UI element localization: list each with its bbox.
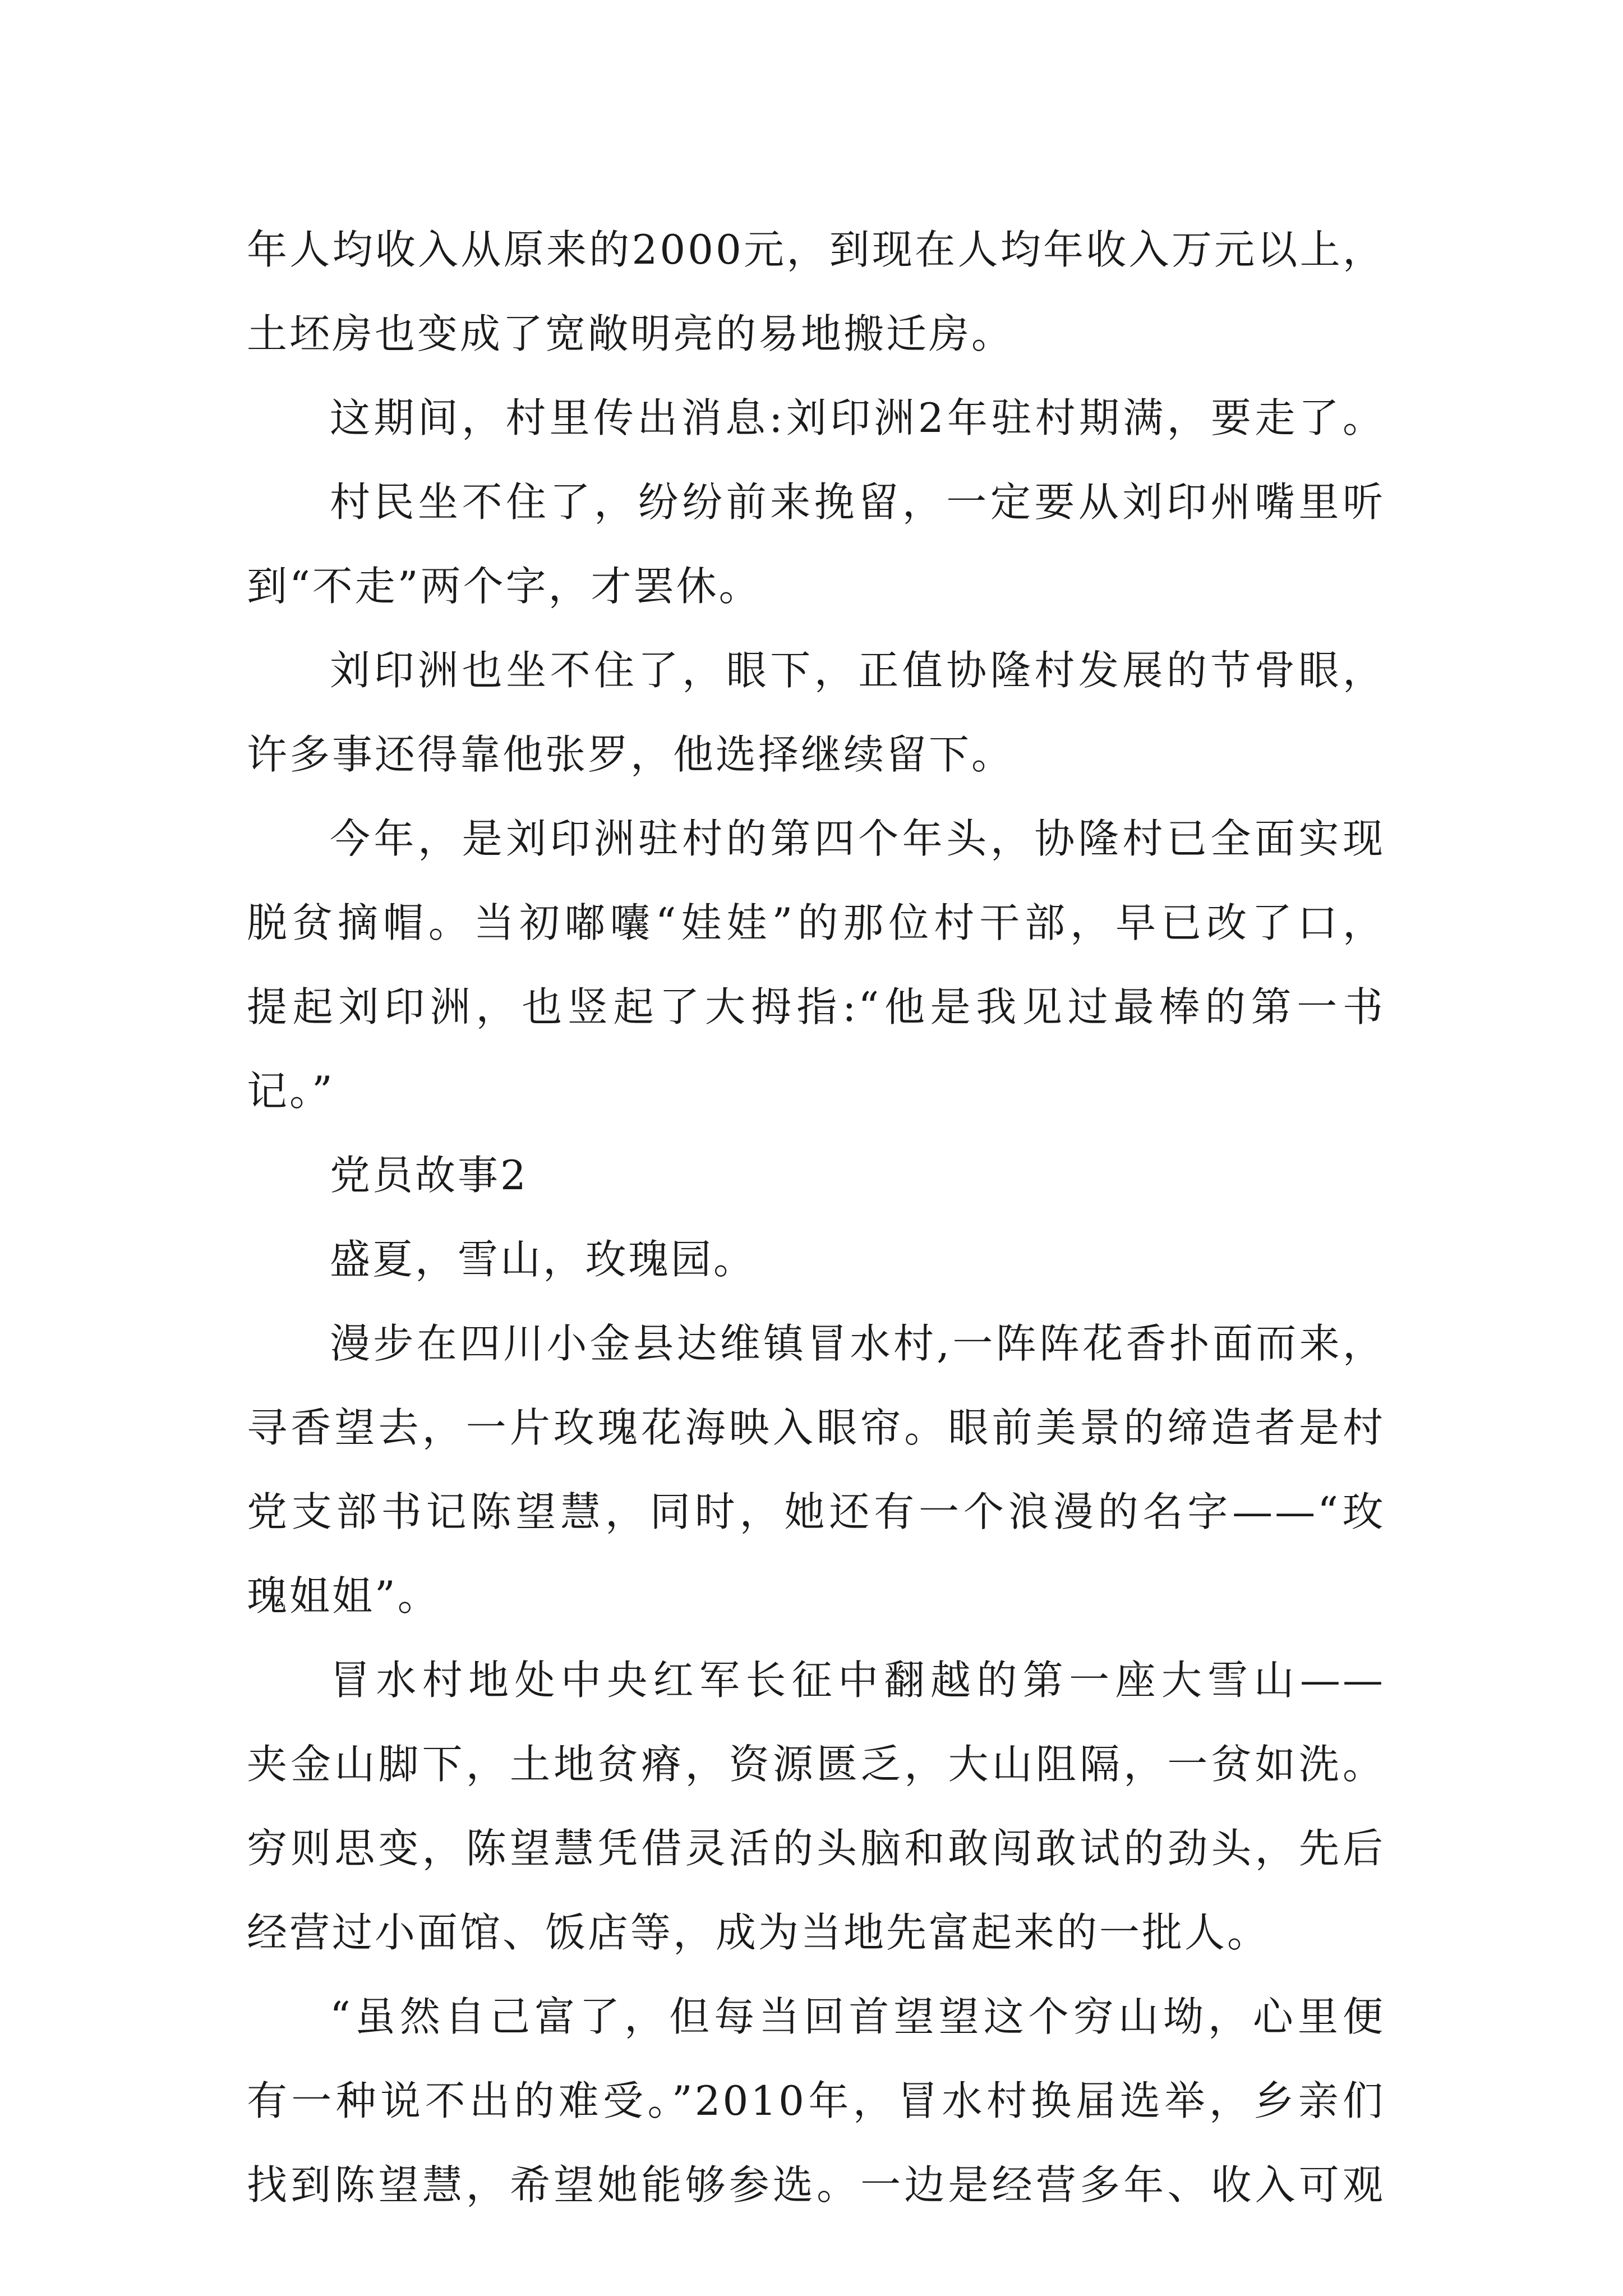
text-line: 许多事还得靠他张罗，他选择继续留下。 [247,731,1015,778]
text-line: 这期间，村里传出消息:刘印洲2年驻村期满，要走了。 [330,394,1385,441]
document-body [247,208,1385,2227]
text-line: 脱贫摘帽。当初嘟囔“娃娃”的那位村干部，早已改了口， [247,899,1385,946]
text-line: 盛夏，雪山，玫瑰园。 [330,1236,757,1283]
text-line: 提起刘印洲，也竖起了大拇指:“他是我见过最棒的第一书 [247,983,1385,1030]
text-line: 年人均收入从原来的2000元，到现在人均年收入万元以上， [247,226,1385,273]
text-line: 刘印洲也坐不住了，眼下，正值协隆村发展的节骨眼， [330,647,1385,694]
text-line: 党支部书记陈望慧，同时，她还有一个浪漫的名字——“玫 [247,1488,1385,1535]
text-line: 记。” [247,1068,335,1115]
text-line: 冒水村地处中央红军长征中翻越的第一座大雪山—— [330,1657,1385,1704]
text-line: 寻香望去，一片玫瑰花海映入眼帘。眼前美景的缔造者是村 [247,1404,1385,1451]
text-line: 瑰姐姐”。 [247,1572,440,1619]
text-line: 有一种说不出的难受。”2010年，冒水村换届选举，乡亲们 [247,2077,1385,2124]
text-line: 村民坐不住了，纷纷前来挽留，一定要从刘印州嘴里听 [330,478,1385,526]
text-line: 找到陈望慧，希望她能够参选。一边是经营多年、收入可观 [247,2161,1385,2208]
section-heading: 党员故事2 [330,1152,528,1199]
text-line: “虽然自己富了，但每当回首望望这个穷山坳，心里便 [330,1993,1385,2040]
text-line: 到“不走”两个字，才罢休。 [247,563,762,610]
text-line: 漫步在四川小金县达维镇冒水村,一阵阵花香扑面而来， [330,1320,1385,1367]
text-line: 土坯房也变成了宽敞明亮的易地搬迁房。 [247,310,1015,357]
text-line: 今年，是刘印洲驻村的第四个年头，协隆村已全面实现 [330,815,1385,862]
text-line: 穷则思变，陈望慧凭借灵活的头脑和敢闯敢试的劲头，先后 [247,1825,1385,1872]
text-line: 夹金山脚下，土地贫瘠，资源匮乏，大山阻隔，一贫如洗。 [247,1741,1385,1788]
text-line: 经营过小面馆、饭店等，成为当地先富起来的一批人。 [247,1909,1270,1956]
